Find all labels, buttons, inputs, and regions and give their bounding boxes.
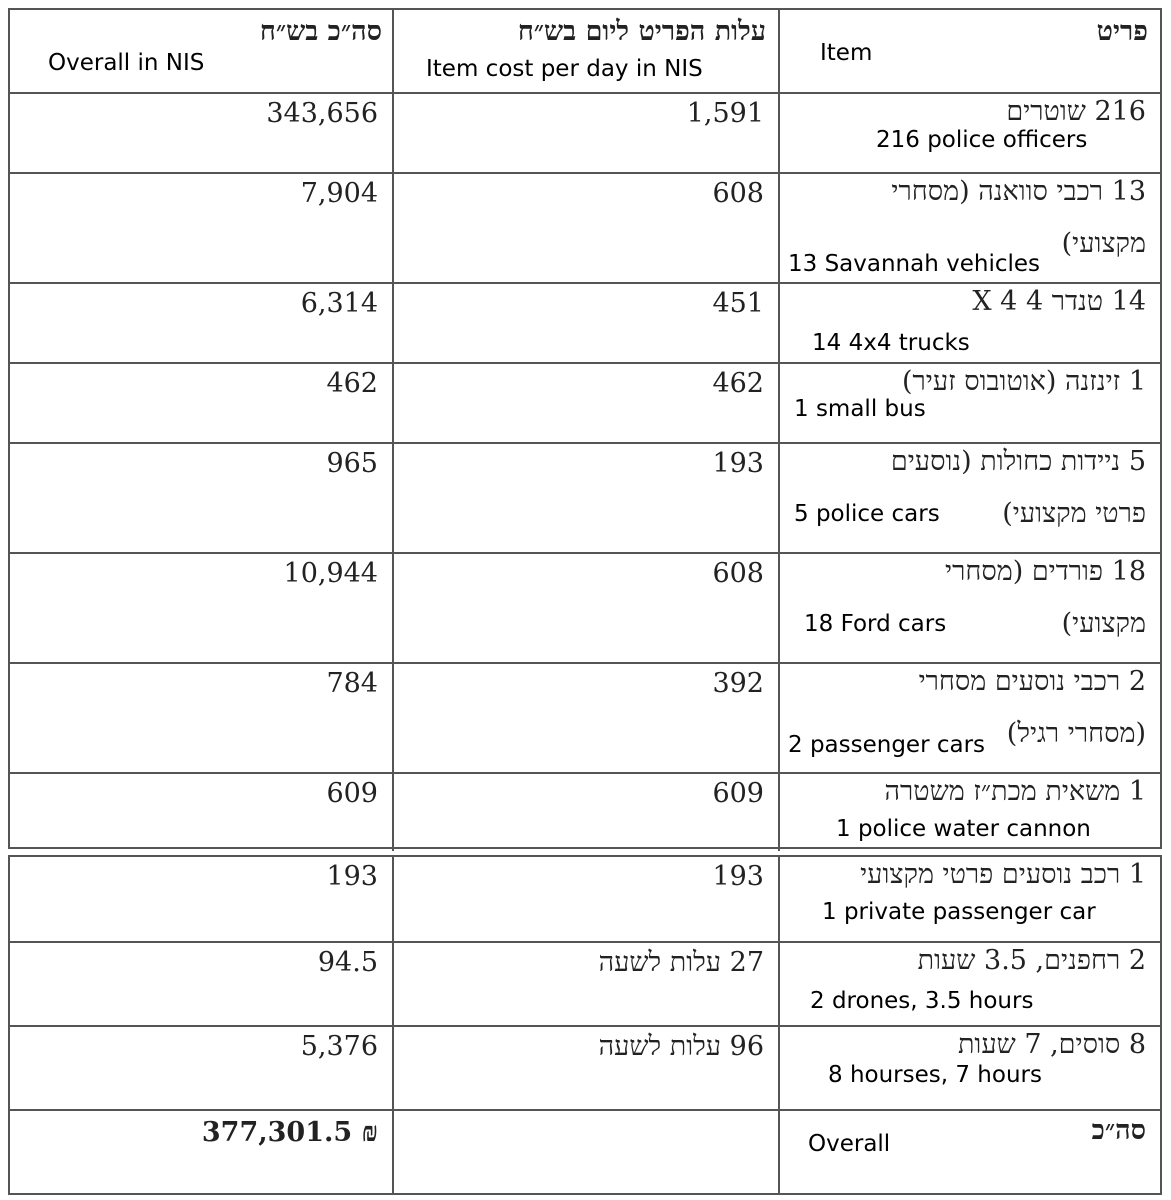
- row-total-value: 5,376: [300, 1031, 378, 1062]
- item-cell: [780, 444, 1160, 552]
- total-cell: [10, 284, 394, 362]
- row-cost-value: 608: [712, 558, 764, 589]
- row-item-hebrew: 1 משאית מכת״ז משטרה: [884, 776, 1146, 807]
- item-cell: [780, 94, 1160, 172]
- row-item-hebrew-line2: מקצועי): [1061, 228, 1146, 259]
- table-row: [10, 174, 1160, 284]
- table-row: [10, 1027, 1160, 1111]
- item-cell: [780, 364, 1160, 442]
- row-cost-value: 96 עלות לשעה: [598, 1031, 764, 1062]
- table-footer-row: [10, 1111, 1160, 1193]
- item-cell: [780, 174, 1160, 282]
- row-item-hebrew: 2 רחפנים, 3.5 שעות: [917, 945, 1146, 976]
- item-cell: [780, 857, 1160, 941]
- header-item-hebrew: פריט: [1096, 16, 1148, 47]
- cost-cell: [394, 943, 780, 1025]
- total-cell: [10, 364, 394, 442]
- header-cost-english: Item cost per day in NIS: [426, 56, 703, 82]
- row-item-hebrew: 1 רכב נוסעים פרטי מקצועי: [860, 859, 1146, 890]
- header-cost-hebrew: עלות הפריט ליום בש״ח: [517, 16, 766, 47]
- cost-cell: [394, 554, 780, 662]
- table-row: [10, 284, 1160, 364]
- cost-cell: [394, 774, 780, 851]
- row-item-hebrew: 8 סוסים, 7 שעות: [957, 1029, 1146, 1060]
- item-cell: [780, 554, 1160, 662]
- row-cost-value: 193: [712, 448, 764, 479]
- row-item-english: 8 hourses, 7 hours: [828, 1062, 1042, 1088]
- item-cell: [780, 943, 1160, 1025]
- row-item-english: 18 Ford cars: [804, 611, 947, 637]
- footer-cost-cell: [394, 1111, 780, 1193]
- total-cell: [10, 1027, 394, 1109]
- row-cost-value: 609: [712, 778, 764, 809]
- cost-cell: [394, 444, 780, 552]
- table-row: [10, 444, 1160, 554]
- row-item-hebrew-line2: מקצועי): [1061, 608, 1146, 639]
- row-item-english: 14 4x4 trucks: [812, 330, 970, 356]
- footer-item-cell: [780, 1111, 1160, 1193]
- cost-cell: [394, 364, 780, 442]
- item-cell: [780, 774, 1160, 851]
- row-item-english: 1 police water cannon: [836, 816, 1091, 842]
- total-cell: [10, 444, 394, 552]
- item-cell: [780, 664, 1160, 772]
- row-item-hebrew-line2: פרטי מקצועי): [1002, 498, 1146, 529]
- table-row: [10, 857, 1160, 943]
- cost-table-main: [8, 8, 1162, 849]
- row-item-english: 216 police officers: [876, 127, 1088, 153]
- row-item-hebrew: 5 ניידות כחולות (נוסעים: [890, 446, 1146, 477]
- table-row: [10, 94, 1160, 174]
- header-total-cell: [10, 10, 394, 92]
- table-header-row: [10, 10, 1160, 94]
- total-cell: [10, 857, 394, 941]
- grand-total-value: 377,301.5 ₪: [201, 1117, 378, 1148]
- header-item-cell: [780, 10, 1160, 92]
- row-cost-value: 608: [712, 178, 764, 209]
- cost-cell: [394, 1027, 780, 1109]
- table-row: [10, 364, 1160, 444]
- footer-item-hebrew: סה״כ: [1091, 1115, 1146, 1146]
- row-total-value: 193: [326, 861, 378, 892]
- total-cell: [10, 174, 394, 282]
- table-row: [10, 774, 1160, 851]
- row-cost-value: 1,591: [686, 98, 764, 129]
- row-total-value: 784: [326, 668, 378, 699]
- cost-cell: [394, 664, 780, 772]
- row-total-value: 6,314: [300, 288, 378, 319]
- row-total-value: 609: [326, 778, 378, 809]
- row-item-hebrew: 13 רכבי סוואנה (מסחרי: [891, 176, 1146, 207]
- footer-total-cell: [10, 1111, 394, 1193]
- table-row: [10, 554, 1160, 664]
- row-cost-value: 27 עלות לשעה: [598, 947, 764, 978]
- row-item-hebrew-line2: (מסחרי רגיל): [1006, 718, 1146, 749]
- item-cell: [780, 1027, 1160, 1109]
- footer-item-english: Overall: [808, 1131, 891, 1157]
- row-item-hebrew: 1 זינזנה (אוטובוס זעיר): [902, 366, 1146, 397]
- total-cell: [10, 94, 394, 172]
- total-cell: [10, 943, 394, 1025]
- cost-table-continued: [8, 855, 1162, 1195]
- header-total-english: Overall in NIS: [48, 50, 205, 76]
- header-total-hebrew: סה״כ בש״ח: [259, 16, 382, 47]
- row-total-value: 94.5: [317, 947, 378, 978]
- row-cost-value: 392: [712, 668, 764, 699]
- header-item-english: Item: [820, 40, 873, 66]
- row-total-value: 343,656: [266, 98, 378, 129]
- row-item-english: 1 small bus: [794, 396, 926, 422]
- row-item-hebrew: 216 שוטרים: [1006, 96, 1146, 127]
- row-total-value: 462: [326, 368, 378, 399]
- row-item-english: 5 police cars: [794, 501, 940, 527]
- row-total-value: 10,944: [283, 558, 378, 589]
- cost-cell: [394, 857, 780, 941]
- total-cell: [10, 554, 394, 662]
- row-item-hebrew: 14 טנדר 4 X 4: [972, 286, 1146, 317]
- row-item-hebrew: 2 רכבי נוסעים מסחרי: [918, 666, 1146, 697]
- row-cost-value: 193: [712, 861, 764, 892]
- row-total-value: 965: [326, 448, 378, 479]
- row-item-english: 13 Savannah vehicles: [788, 251, 1041, 277]
- total-cell: [10, 774, 394, 851]
- table-row: [10, 664, 1160, 774]
- cost-cell: [394, 94, 780, 172]
- row-item-english: 2 passenger cars: [788, 732, 986, 758]
- row-item-english: 2 drones, 3.5 hours: [810, 988, 1034, 1014]
- row-cost-value: 462: [712, 368, 764, 399]
- header-cost-cell: [394, 10, 780, 92]
- table-row: [10, 943, 1160, 1027]
- row-cost-value: 451: [712, 288, 764, 319]
- row-total-value: 7,904: [300, 178, 378, 209]
- row-item-english: 1 private passenger car: [822, 899, 1096, 925]
- item-cell: [780, 284, 1160, 362]
- row-item-hebrew: 18 פורדים (מסחרי: [945, 556, 1146, 587]
- total-cell: [10, 664, 394, 772]
- cost-cell: [394, 174, 780, 282]
- cost-cell: [394, 284, 780, 362]
